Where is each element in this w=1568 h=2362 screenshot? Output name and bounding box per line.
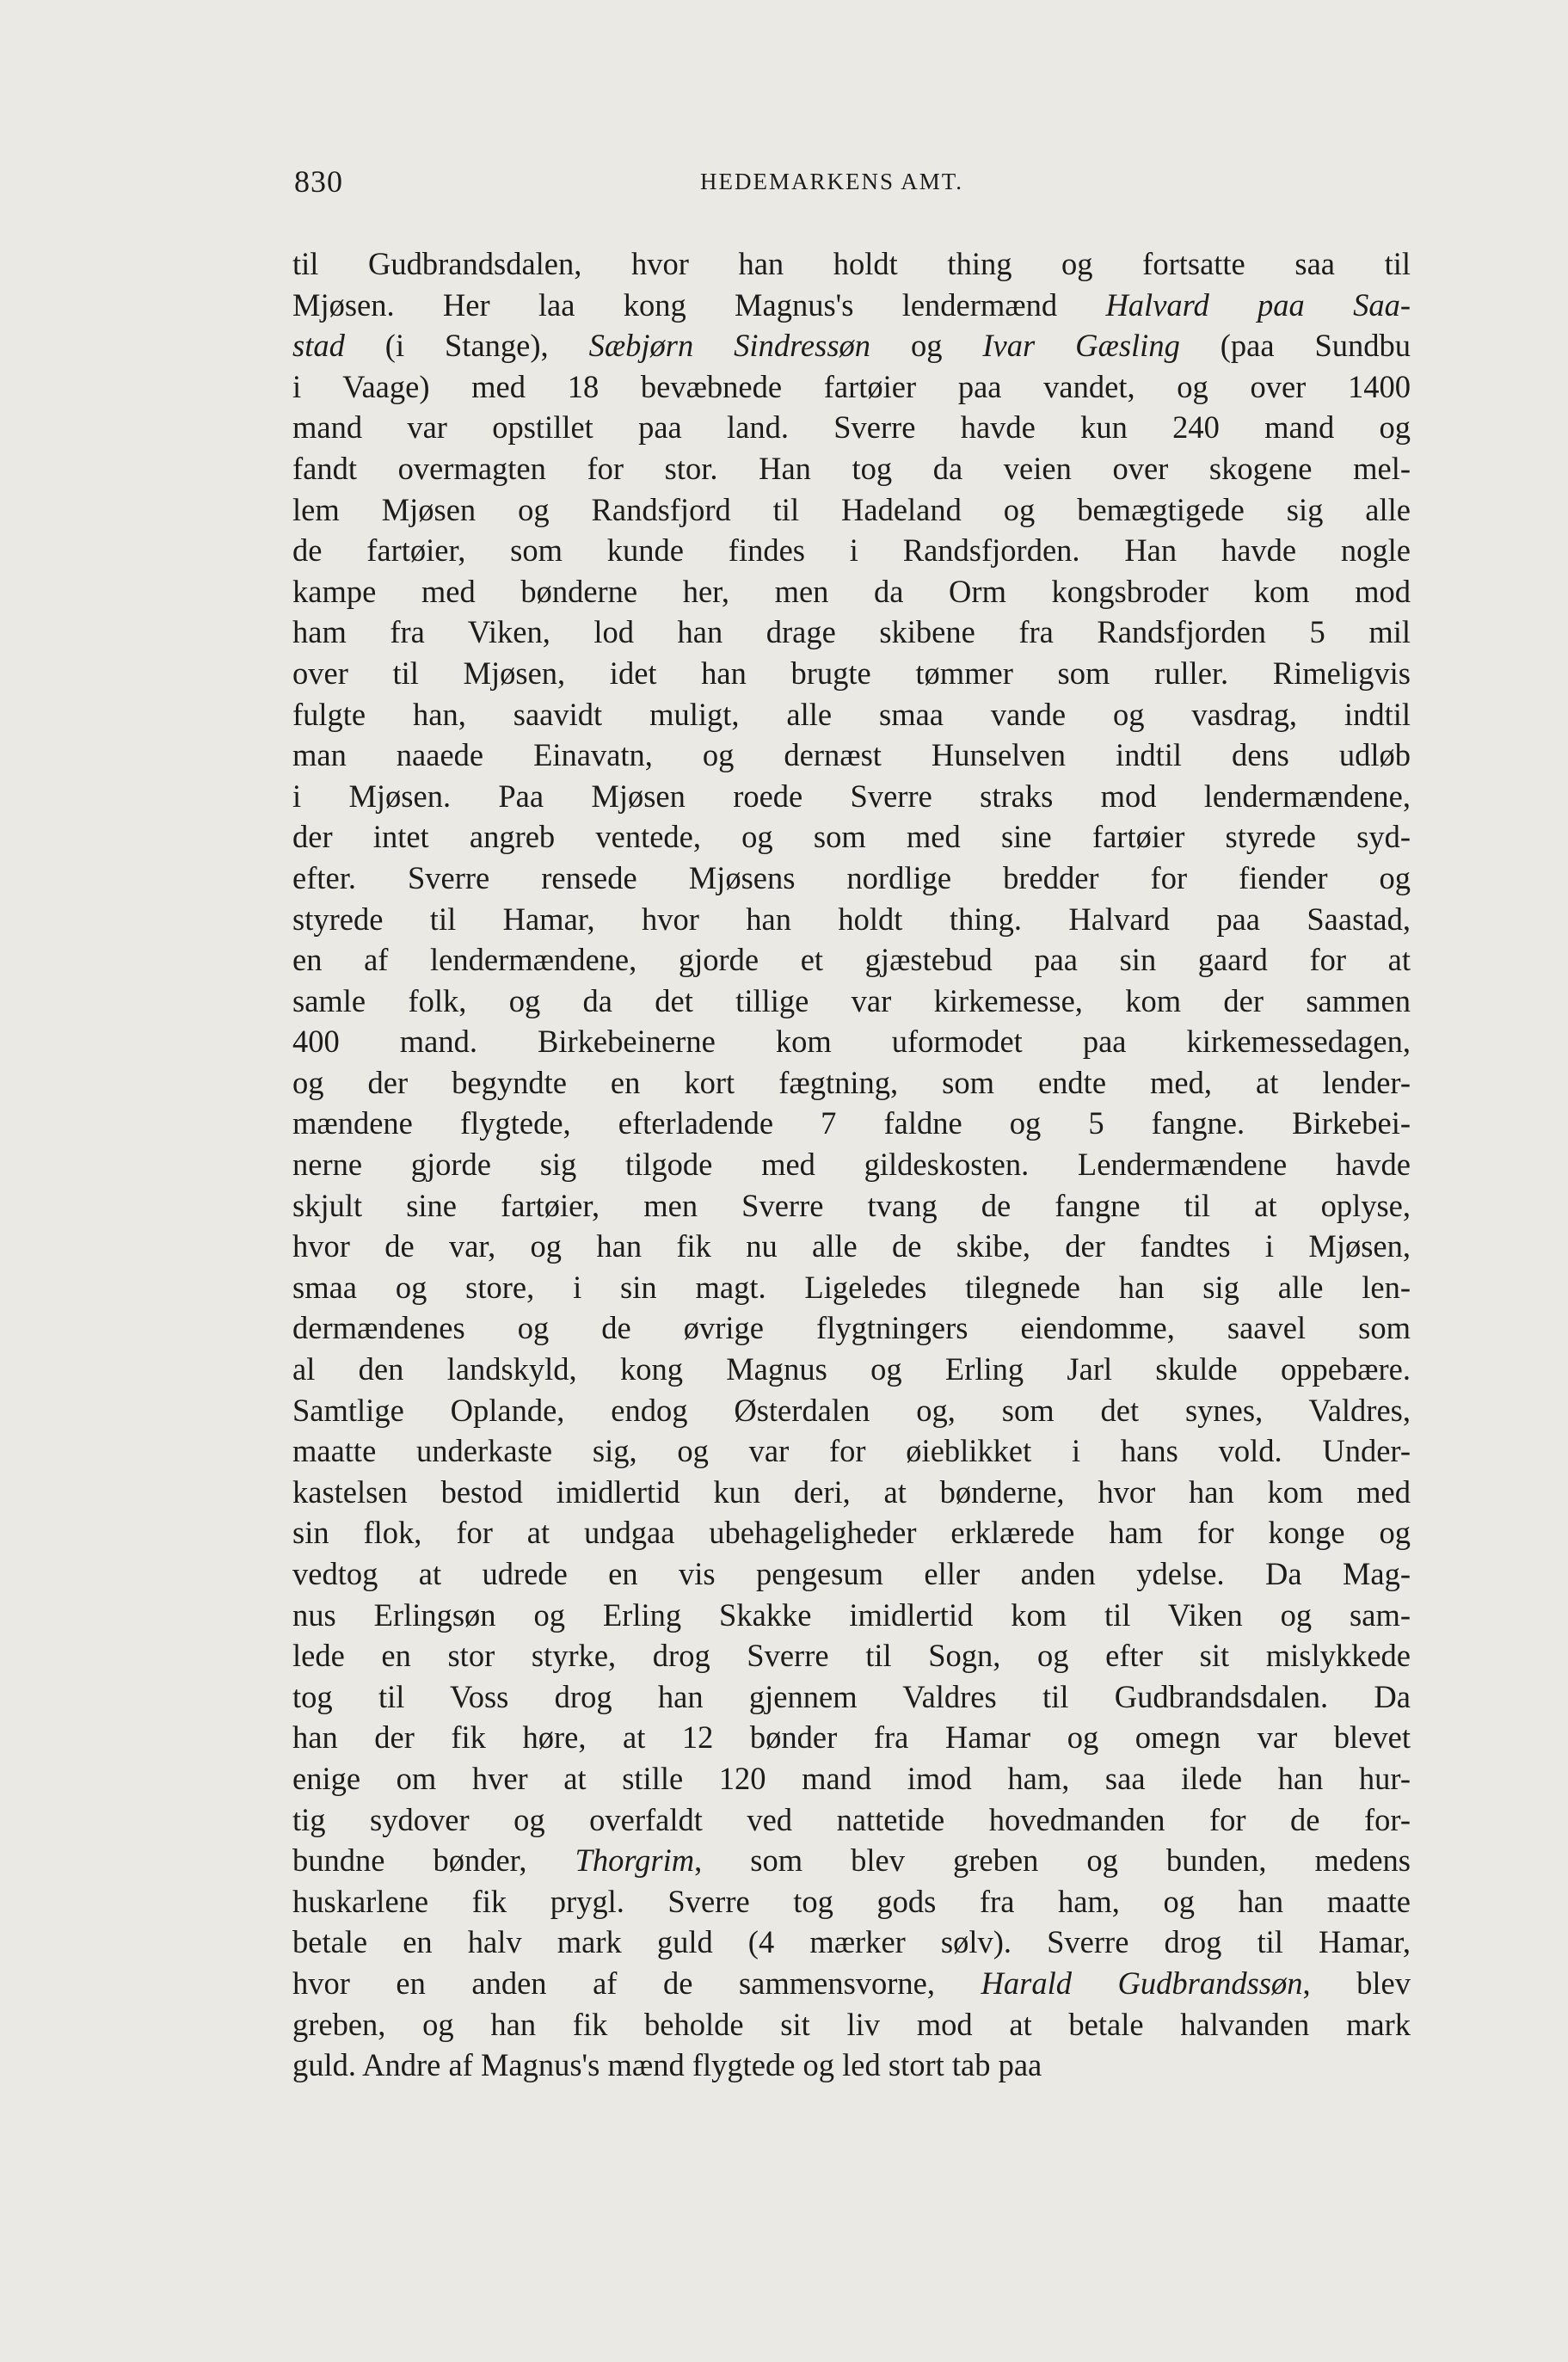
text-segment: der intet angreb ventede, og som med sine fartøier styrede syd- — [292, 819, 1411, 855]
text-line — [292, 899, 1411, 940]
text-line — [292, 366, 1411, 408]
text-segment: han der fik høre, at 12 bønder fra Hamar og omegn var blevet — [292, 1719, 1411, 1756]
body-text — [292, 243, 1411, 2086]
text-segment: al den landskyld, kong Magnus og Erling Jarl skulde oppebære. — [292, 1351, 1411, 1387]
text-line — [292, 1717, 1411, 1758]
text-line — [292, 1922, 1411, 1963]
text-segment: , blev — [1302, 1965, 1411, 2001]
text-line — [292, 1635, 1411, 1676]
text-segment: 400 mand. Birkebeinerne kom uformodet paa kirkemessedagen, — [292, 1024, 1411, 1060]
text-segment: lede en stor styrke, drog Sverre til Sogn, og efter sit mislykkede — [292, 1638, 1411, 1674]
text-segment: efter. Sverre rensede Mjøsens nordlige bredder for fiender og — [292, 859, 1411, 895]
text-segment: til Gudbrandsdalen, hvor han holdt thing og fortsatte saa til — [292, 246, 1411, 281]
text-segment: bundne bønder, — [292, 1842, 575, 1879]
text-line — [292, 1062, 1411, 1104]
text-segment: man naaede Einavatn, og dernæst Hunselven indtil dens udløb — [292, 737, 1411, 773]
text-line — [292, 1103, 1411, 1144]
text-segment: betale en halv mark guld (4 mærker sølv). Sverre drog til Hamar, — [292, 1924, 1411, 1960]
text-segment: Mjøsen. Her laa kong Magnus's lendermænd — [292, 286, 1106, 323]
text-line — [292, 243, 1411, 285]
text-line — [292, 1226, 1411, 1267]
text-line — [292, 407, 1411, 448]
text-segment: smaa og store, i sin magt. Ligeledes tilegnede han sig alle len- — [292, 1269, 1411, 1305]
text-line — [292, 1390, 1411, 1431]
text-line — [292, 448, 1411, 489]
text-segment: huskarlene fik prygl. Sverre tog gods fra ham, og han maatte — [292, 1883, 1411, 1919]
text-segment: (paa Sundbu — [1179, 328, 1411, 364]
text-segment: fulgte han, saavidt muligt, alle smaa vande og vasdrag, indtil — [292, 696, 1411, 732]
text-line — [292, 1553, 1411, 1595]
text-segment: lem Mjøsen og Randsfjord til Hadeland og bemægtigede sig alle — [292, 491, 1411, 527]
text-segment: hvor en anden af de sammensvorne, — [292, 1965, 981, 2001]
text-line — [292, 2045, 1411, 2086]
text-line — [292, 571, 1411, 612]
text-segment: Harald Gudbrandssøn — [981, 1965, 1303, 2001]
text-segment: og der begyndte en kort fægtning, som endte med, at lender- — [292, 1064, 1411, 1100]
text-segment: Samtlige Oplande, endog Østerdalen og, som det synes, Valdres, — [292, 1392, 1411, 1428]
text-segment: tig sydover og overfaldt ved nattetide hovedmanden for de for- — [292, 1801, 1411, 1837]
text-segment: de fartøier, som kunde findes i Randsfjorden. Han havde nogle — [292, 532, 1411, 569]
text-line — [292, 1307, 1411, 1349]
text-line — [292, 1881, 1411, 1922]
text-line — [292, 1512, 1411, 1553]
text-line — [292, 939, 1411, 981]
text-line — [292, 776, 1411, 817]
text-segment: styrede til Hamar, hvor han holdt thing. Halvard paa Saastad, — [292, 901, 1411, 937]
text-segment: stad — [292, 328, 345, 364]
text-line — [292, 1595, 1411, 1636]
text-line — [292, 1144, 1411, 1185]
text-segment: ham fra Viken, lod han drage skibene fra Randsfjorden 5 mil — [292, 614, 1411, 650]
text-line — [292, 858, 1411, 899]
text-segment: tog til Voss drog han gjennem Valdres til Gudbrandsdalen. Da — [292, 1678, 1411, 1714]
text-segment: hvor de var, og han fik nu alle de skibe, der fandtes i Mjøsen, — [292, 1228, 1411, 1264]
text-segment: nus Erlingsøn og Erling Skakke imidlertid kom til Viken og sam- — [292, 1596, 1411, 1633]
text-segment: samle folk, og da det tillige var kirkemesse, kom der sammen — [292, 982, 1411, 1018]
text-segment: , som blev greben og bunden, medens — [694, 1842, 1411, 1879]
text-segment: sin flok, for at undgaa ubehageligheder erklærede ham for konge og — [292, 1515, 1411, 1551]
text-line — [292, 1799, 1411, 1841]
text-line — [292, 816, 1411, 858]
text-segment: (i Stange), — [344, 328, 589, 364]
text-segment: fandt overmagten for stor. Han tog da veien over skogene mel- — [292, 450, 1411, 486]
text-segment: over til Mjøsen, idet han brugte tømmer som ruller. Rimeligvis — [292, 655, 1411, 691]
text-segment: Thorgrim — [575, 1842, 695, 1879]
text-line — [292, 1185, 1411, 1227]
text-segment: guld. Andre af Magnus's mænd flygtede og led stort tab paa — [292, 2047, 1042, 2083]
text-line — [292, 1267, 1411, 1308]
text-segment: i Mjøsen. Paa Mjøsen roede Sverre straks mod lendermændene, — [292, 778, 1411, 814]
running-head: HEDEMARKENS AMT. — [700, 169, 964, 194]
text-line — [292, 325, 1411, 366]
text-segment: Halvard paa Saa- — [1105, 286, 1411, 323]
text-line — [292, 1021, 1411, 1062]
text-segment: i Vaage) med 18 bevæbnede fartøier paa vandet, og over 1400 — [292, 368, 1411, 404]
text-segment: mændene flygtede, efterladende 7 faldne og 5 fangne. Birkebei- — [292, 1105, 1411, 1141]
text-segment: greben, og han fik beholde sit liv mod at betale halvanden mark — [292, 2006, 1411, 2042]
page-number: 830 — [294, 164, 343, 199]
text-segment: kampe med bønderne her, men da Orm kongsbroder kom mod — [292, 573, 1411, 609]
text-line — [292, 735, 1411, 776]
text-segment: Sæbjørn Sindressøn — [588, 328, 871, 364]
text-segment: mand var opstillet paa land. Sverre havde kun 240 mand og — [292, 409, 1411, 446]
text-line — [292, 1963, 1411, 2004]
text-segment: nerne gjorde sig tilgode med gildeskosten. Lendermændene havde — [292, 1147, 1411, 1183]
text-line — [292, 2004, 1411, 2045]
text-line — [292, 1676, 1411, 1718]
text-segment: enige om hver at stille 120 mand imod ham, saa ilede han hur- — [292, 1760, 1411, 1796]
text-line — [292, 612, 1411, 653]
text-line — [292, 530, 1411, 571]
text-segment: kastelsen bestod imidlertid kun deri, at bønderne, hvor han kom med — [292, 1473, 1411, 1510]
text-line — [292, 1758, 1411, 1799]
page-header — [294, 163, 1412, 206]
text-line — [292, 694, 1411, 735]
text-line — [292, 1472, 1411, 1513]
text-line — [292, 1349, 1411, 1390]
text-segment: en af lendermændene, gjorde et gjæstebud paa sin gaard for at — [292, 942, 1411, 978]
text-segment: skjult sine fartøier, men Sverre tvang de fangne til at oplyse, — [292, 1187, 1411, 1223]
text-line — [292, 489, 1411, 531]
text-segment: vedtog at udrede en vis pengesum eller anden ydelse. Da Mag- — [292, 1556, 1411, 1591]
text-line — [292, 981, 1411, 1022]
text-line — [292, 285, 1411, 326]
text-line — [292, 1840, 1411, 1881]
text-segment: Ivar Gæsling — [982, 328, 1180, 364]
text-line — [292, 653, 1411, 694]
text-segment: og — [870, 328, 983, 364]
text-line — [292, 1430, 1411, 1472]
text-segment: maatte underkaste sig, og var for øieblikket i hans vold. Under- — [292, 1433, 1411, 1469]
text-segment: dermændenes og de øvrige flygtningers eiendomme, saavel som — [292, 1310, 1411, 1346]
